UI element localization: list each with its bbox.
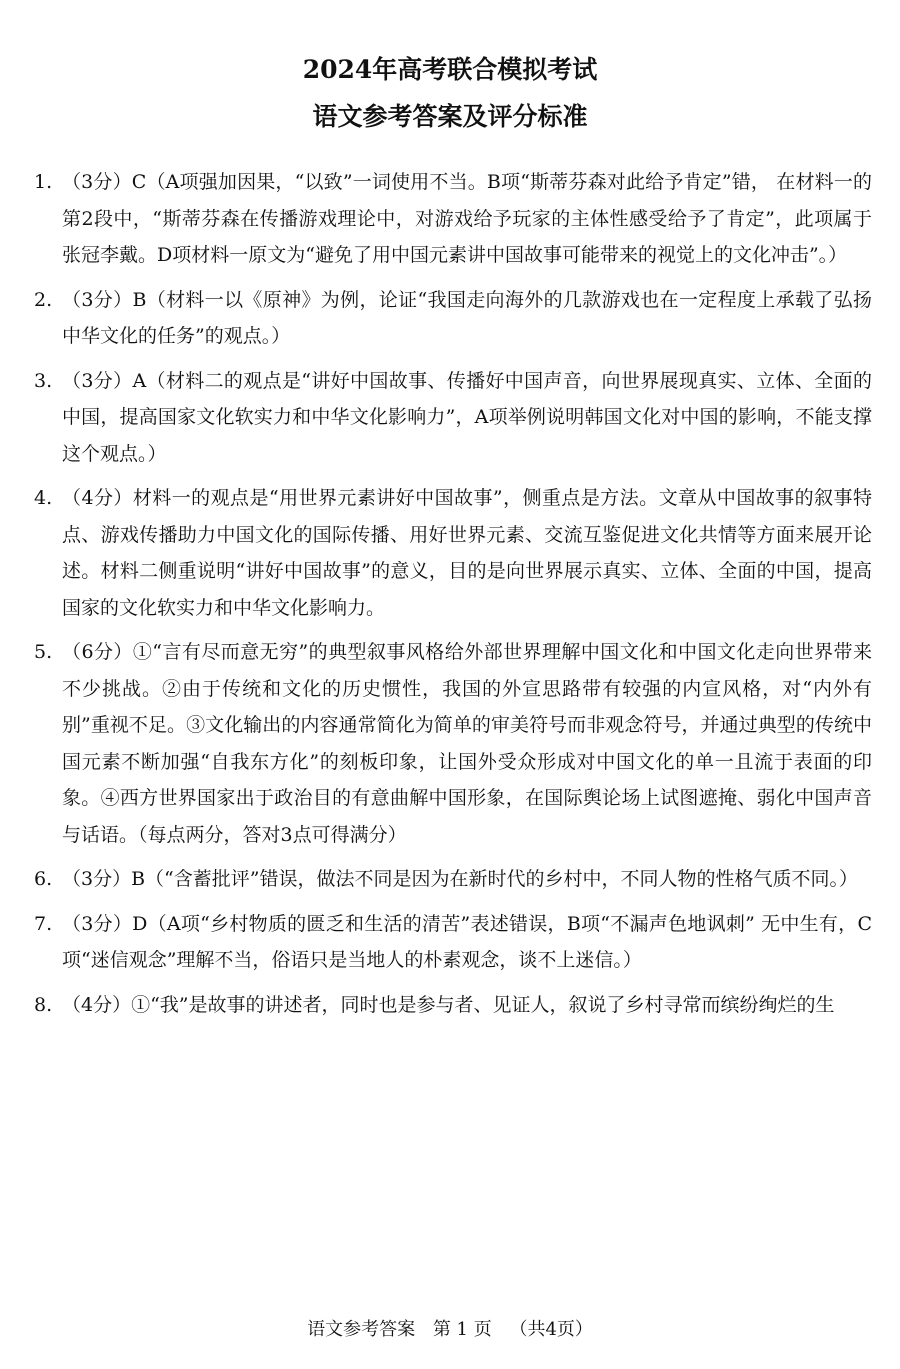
document-subtitle: 语文参考答案及评分标准	[312, 102, 588, 131]
answer-list	[34, 164, 872, 1031]
page-footer	[0, 1318, 900, 1342]
answer-number: 3.	[34, 369, 53, 392]
answer-item-7	[34, 906, 872, 979]
answer-text: （4分）材料一的观点是“用世界元素讲好中国故事”，侧重点是方法。文章从中国故事的叙事特点、游戏传播助力中国文化的国际传播、用好世界元素、交流互鉴促进文化共情等方面来展开论述。材料二侧重说明“讲好中国故事”的意义，目的是向世界展示真实、立体、全面的中国，提高国家的文化软实力和中华文化影响力。	[62, 487, 872, 619]
answer-text: （3分）C（A项强加因果，“以致”一词使用不当。B项“斯蒂芬森对此给予肯定”错， 在材料一的第2段中，“斯蒂芬森在传播游戏理论中，对游戏给予玩家的主体性感受给予了肯定”，此项属于张冠李戴。D项材料一原文为“避免了用中国元素讲中国故事可能带来的视觉上的文化冲击”。）	[62, 171, 872, 266]
answer-number: 1.	[34, 171, 53, 193]
answer-text: （3分）D（A项“乡村物质的匮乏和生活的清苦”表述错误，B项“不漏声色地讽刺” 无中生有，C项“迷信观念”理解不当，俗语只是当地人的朴素观念，谈不上迷信。）	[62, 912, 872, 971]
answer-number: 8.	[34, 993, 53, 1016]
answer-text: （6分）①“言有尽而意无穷”的典型叙事风格给外部世界理解中国文化和中国文化走向世界带来不少挑战。②由于传统和文化的历史惯性，我国的外宣思路带有较强的内宣风格，对“内外有别”重视不足。③文化输出的内容通常简化为简单的审美符号而非观念符号，并通过典型的传统中国元素不断加强“自我东方化”的刻板印象，让国外受众形成对中国文化的单一且流于表面的印象。④西方世界国家出于政治目的有意曲解中国形象，在国际舆论场上试图遮掩、弱化中国声音与话语。（每点两分，答对3点可得满分）	[62, 641, 872, 846]
answer-number: 4.	[34, 487, 53, 509]
answer-item-4	[34, 480, 872, 626]
answer-number: 2.	[34, 288, 53, 311]
answer-item-2	[34, 282, 872, 355]
answer-text: （4分）①“我”是故事的讲述者，同时也是参与者、见证人，叙说了乡村寻常而缤纷绚烂的生	[62, 993, 835, 1016]
answer-item-8	[34, 987, 872, 1024]
footer-page-number: 第 1 页	[432, 1319, 492, 1340]
document-title: 2024年高考联合模拟考试	[302, 55, 598, 84]
footer-page-total: （共4页）	[509, 1319, 593, 1340]
footer-subject: 语文参考答案	[307, 1319, 416, 1340]
answer-item-1	[34, 164, 872, 274]
answer-number: 6.	[34, 868, 53, 890]
answer-item-6	[34, 861, 872, 898]
answer-item-3	[34, 363, 872, 473]
answer-number: 5.	[34, 641, 53, 663]
answer-text: （3分）B（材料一以《原神》为例，论证“我国走向海外的几款游戏也在一定程度上承载了弘扬中华文化的任务”的观点。）	[62, 288, 872, 347]
answer-number: 7.	[34, 912, 53, 935]
answer-item-5	[34, 634, 872, 853]
answer-text: （3分）A（材料二的观点是“讲好中国故事、传播好中国声音，向世界展现真实、立体、全面的中国，提高国家文化软实力和中华文化影响力”，A项举例说明韩国文化对中国的影响，不能支撑这个观点。）	[62, 369, 872, 465]
answer-text: （3分）B（“含蓄批评”错误，做法不同是因为在新时代的乡村中，不同人物的性格气质不同。）	[62, 868, 858, 890]
